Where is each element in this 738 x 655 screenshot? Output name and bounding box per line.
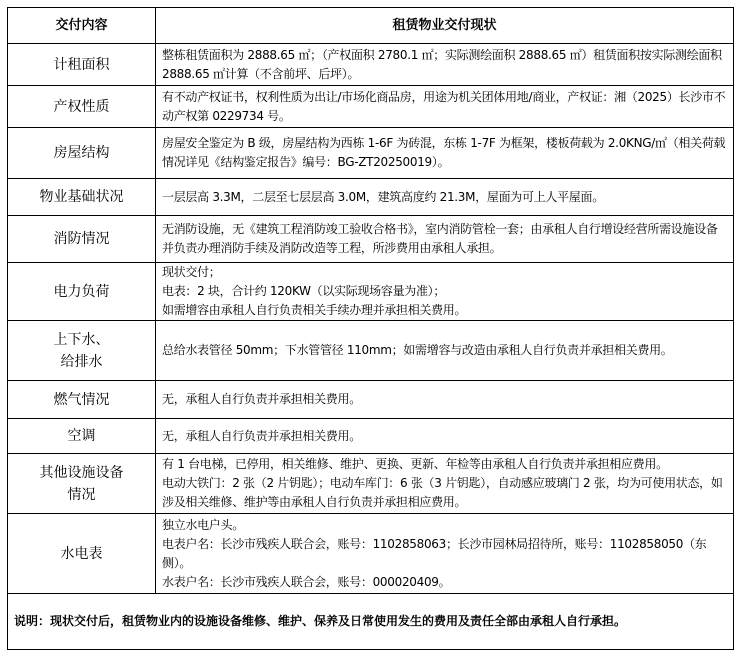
table-row (8, 179, 734, 216)
row-value-line: 一层层高 3.3M，二层至七层层高 3.0M，建筑高度约 21.3M，屋面为可上人平屋面。 (162, 189, 604, 204)
row-label-line: 水电表 (60, 545, 103, 562)
row-value (156, 381, 734, 419)
row-value (156, 454, 734, 514)
table-row (8, 321, 734, 381)
header-col-status: 租赁物业交付现状 (156, 8, 734, 44)
row-value-line: 如需增容由承租人自行负责相关手续办理并承担相关费用。 (162, 303, 467, 317)
row-value-line: 无，承租人自行负责并承担相关费用。 (162, 428, 361, 443)
table-row (8, 128, 734, 179)
row-label (8, 321, 156, 381)
row-label-line: 其他设施设备 (39, 464, 124, 481)
row-value (156, 216, 734, 263)
row-value-line: 电表户名：长沙市残疾人联合会，账号：1102858063；长沙市园林局招待所，账号：1102858050（东侧）。 (162, 536, 707, 570)
row-label (8, 419, 156, 454)
table-row (8, 44, 734, 86)
row-label (8, 381, 156, 419)
row-value-line: 房屋安全鉴定为 B 级，房屋结构为西栋 1-6F 为砖混，东栋 1-7F 为框架，楼板荷载为 2.0KNG/㎡（相关荷载情况详见《结构鉴定报告》编号：BG-ZT20250019）。 (162, 136, 726, 169)
row-label (8, 514, 156, 594)
table-row (8, 86, 734, 128)
row-label (8, 44, 156, 86)
row-label-line: 上下水、 (53, 331, 110, 348)
row-label (8, 179, 156, 216)
row-label-line: 空调 (67, 428, 96, 444)
row-label (8, 128, 156, 179)
header-col-content: 交付内容 (8, 8, 156, 44)
table-row (8, 419, 734, 454)
table-row (8, 454, 734, 514)
delivery-status-table (7, 7, 734, 650)
row-value-line: 水表户名：长沙市残疾人联合会，账号：000020409。 (162, 574, 451, 589)
row-value (156, 86, 734, 128)
row-label-line: 消防情况 (53, 231, 110, 247)
row-value (156, 419, 734, 454)
table-header-row (8, 8, 734, 44)
table-row (8, 216, 734, 263)
row-value (156, 179, 734, 216)
row-value-line: 有不动产权证书，权利性质为出让/市场化商品房，用途为机关团体用地/商业，产权证：湘（2025）长沙市不动产权第 0229734 号。 (162, 89, 726, 123)
note-row (8, 594, 734, 650)
row-label-line: 电力负荷 (53, 283, 110, 300)
row-value (156, 263, 734, 321)
row-value (156, 321, 734, 381)
row-value-line: 电动大铁门：2 张（2 片钥匙）；电动车库门：6 张（3 片钥匙），自动感应玻璃门 2 张，均为可使用状态，如涉及相关维修、维护等由承租人自行负责并承担相应费用。 (162, 476, 723, 509)
row-label-line: 物业基础状况 (39, 189, 124, 205)
row-value-line: 现状交付； (162, 265, 221, 279)
row-label-line: 计租面积 (53, 56, 110, 73)
row-label-line: 房屋结构 (53, 145, 110, 161)
row-value-line: 整栋租赁面积为 2888.65 ㎡；（产权面积 2780.1 ㎡；实际测绘面积 2888.65 ㎡）租赁面积按实际测绘面积 2888.65 ㎡计算（不含前坪、后坪）。 (162, 47, 722, 81)
row-value (156, 44, 734, 86)
row-value-line: 无消防设施，无《建筑工程消防竣工验收合格书》，室内消防管栓一套；由承租人自行增设经营所需设施设备并负责办理消防手续及消防改造等工程，所涉费用由承租人承担。 (162, 222, 718, 255)
row-label (8, 86, 156, 128)
row-label-line: 给排水 (60, 353, 103, 370)
row-value (156, 128, 734, 179)
table-row (8, 263, 734, 321)
row-label-line: 情况 (67, 486, 96, 503)
row-value-line: 电表：2 块，合计约 120KW（以实际现场容量为准）； (162, 284, 446, 298)
row-value-line: 有 1 台电梯，已停用，相关维修、维护、更换、更新、年检等由承租人自行负责并承担相应费用。 (162, 457, 668, 471)
table-row (8, 514, 734, 594)
row-label (8, 263, 156, 321)
table-row (8, 381, 734, 419)
row-value-line: 总给水表管径 50mm；下水管管径 110mm；如需增容与改造由承租人自行负责并承担相关费用。 (162, 343, 673, 357)
row-value-line: 无，承租人自行负责并承担相关费用。 (162, 392, 361, 406)
row-label-line: 产权性质 (53, 98, 110, 115)
row-label (8, 216, 156, 263)
row-label-line: 燃气情况 (53, 391, 110, 408)
row-value (156, 514, 734, 594)
row-label (8, 454, 156, 514)
row-value-line: 独立水电户头。 (162, 517, 244, 532)
note-text: 说明：现状交付后，租赁物业内的设施设备维修、维护、保养及日常使用发生的费用及责任全部由承租人自行承担。 (8, 594, 734, 650)
